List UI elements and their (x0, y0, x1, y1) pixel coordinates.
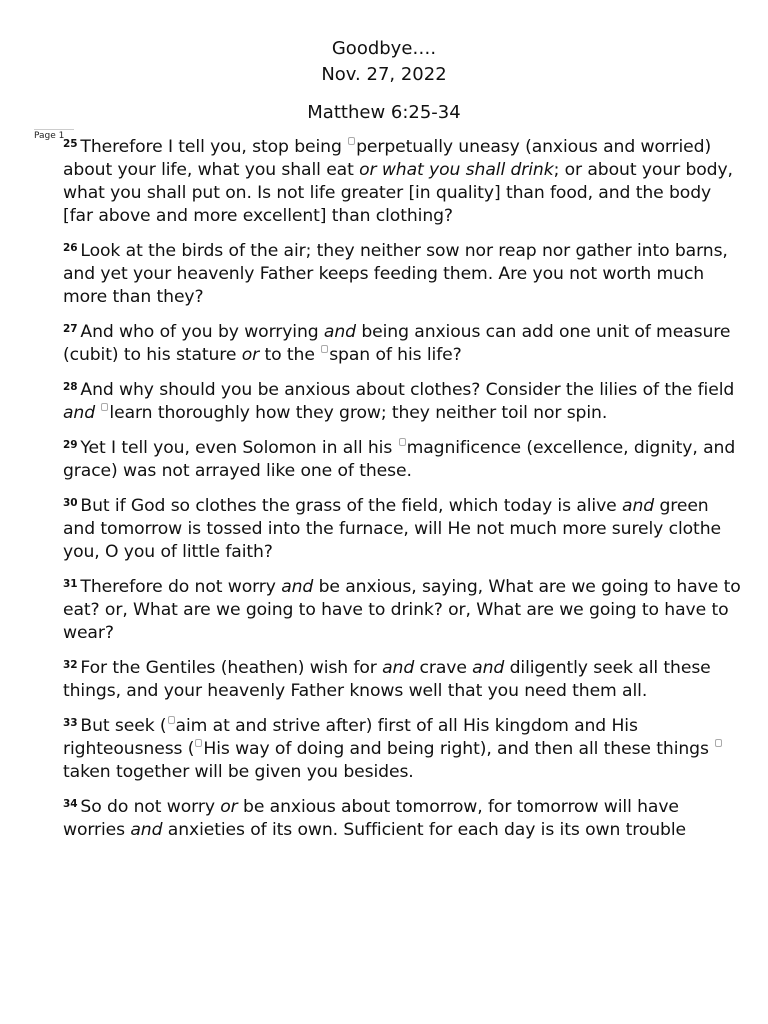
verse-number: 33 (63, 717, 78, 729)
verse-text: His way of doing and being right), and then all these things (203, 739, 715, 759)
verse-32 (63, 657, 743, 703)
verse-text: Yet I tell you, even Solomon in all his (80, 438, 398, 458)
verse-text: be anxious, saying, What are we going to have to eat? or, What are we going to have to drink? or, What are we going to have to wear? (63, 577, 741, 643)
verse-number: 26 (63, 242, 78, 254)
verse-number: 27 (63, 323, 78, 335)
footnote-marker-icon[interactable] (399, 438, 406, 446)
verse-text: Therefore do not worry (80, 577, 282, 597)
verse-text: Look at the birds of the air; they neither sow nor reap nor gather into barns, and yet your heavenly Father keeps feeding them. Are you not worth much more than they? (63, 241, 728, 307)
verse-text: But seek ( (80, 716, 167, 736)
footnote-marker-icon[interactable] (195, 739, 202, 747)
verse-text-italic: or (220, 797, 238, 817)
verse-33 (63, 715, 743, 784)
verse-list (63, 136, 743, 854)
document-title: Goodbye…. (331, 38, 437, 59)
verse-31 (63, 576, 743, 645)
verse-text: taken together will be given you besides. (63, 762, 414, 782)
verse-text: aim at and strive after) first of all His kingdom and His righteousness ( (63, 716, 638, 759)
verse-text-italic: and (323, 322, 356, 342)
verse-text: anxieties of its own. Sufficient for each day is its own trouble (162, 820, 687, 840)
verse-text-italic: or (241, 345, 260, 365)
scripture-reference: Matthew 6:25-34 (307, 102, 461, 123)
verse-text-italic: and (382, 658, 415, 678)
verse-29 (63, 437, 743, 483)
footnote-marker-icon[interactable] (168, 716, 175, 724)
verse-number: 28 (63, 381, 78, 393)
verse-number: 25 (63, 138, 78, 150)
document-date: Nov. 27, 2022 (321, 64, 447, 85)
verse-text-italic: and (63, 403, 96, 423)
verse-text-italic: and (130, 820, 163, 840)
verse-text: magnificence (excellence, dignity, and grace) was not arrayed like one of these. (63, 438, 736, 481)
footnote-marker-icon[interactable] (715, 739, 722, 747)
verse-28 (63, 379, 743, 425)
verse-text: being anxious can add one unit of measure (cubit) to his stature (63, 322, 731, 365)
verse-text: But if God so clothes the grass of the field, which today is alive (80, 496, 623, 516)
verse-text: diligently seek all these things, and your heavenly Father knows well that you need them all. (63, 658, 711, 701)
verse-27 (63, 321, 743, 367)
verse-text: And why should you be anxious about clothes? Consider the lilies of the field (80, 380, 735, 400)
footnote-marker-icon[interactable] (101, 403, 108, 411)
verse-text: ; or about your body, what you shall put on. Is not life greater [in quality] than food, and the body [far above and more excellent] than clothing? (63, 160, 733, 226)
footnote-marker-icon[interactable] (321, 345, 328, 353)
verse-34 (63, 796, 743, 842)
verse-number: 32 (63, 659, 78, 671)
verse-number: 30 (63, 497, 78, 509)
verse-text: So do not worry (80, 797, 221, 817)
verse-text: Therefore I tell you, stop being (80, 137, 348, 157)
verse-text: learn thoroughly how they grow; they neither toil nor spin. (109, 403, 608, 423)
verse-text: span of his life? (329, 345, 462, 365)
page-label: Page 1 (34, 129, 74, 141)
verse-30 (63, 495, 743, 564)
verse-text-italic: and (622, 496, 655, 516)
verse-number: 29 (63, 439, 78, 451)
verse-text: perpetually uneasy (anxious and worried) about your life, what you shall eat (63, 137, 712, 180)
verse-text-italic: and (281, 577, 314, 597)
verse-26 (63, 240, 743, 309)
verse-number: 31 (63, 578, 78, 590)
verse-text: For the Gentiles (heathen) wish for (80, 658, 383, 678)
footnote-marker-icon[interactable] (348, 137, 355, 145)
verse-text: to the (259, 345, 321, 365)
verse-text: crave (414, 658, 473, 678)
verse-text: green and tomorrow is tossed into the furnace, will He not much more surely clothe you, O you of little faith? (63, 496, 721, 562)
verse-text: be anxious about tomorrow, for tomorrow will have worries (63, 797, 679, 840)
verse-25 (63, 136, 743, 228)
verse-text (95, 403, 100, 423)
verse-text-italic: and (472, 658, 505, 678)
verse-text: And who of you by worrying (80, 322, 324, 342)
verse-text-italic: or what you shall drink (359, 160, 554, 180)
verse-number: 34 (63, 798, 78, 810)
